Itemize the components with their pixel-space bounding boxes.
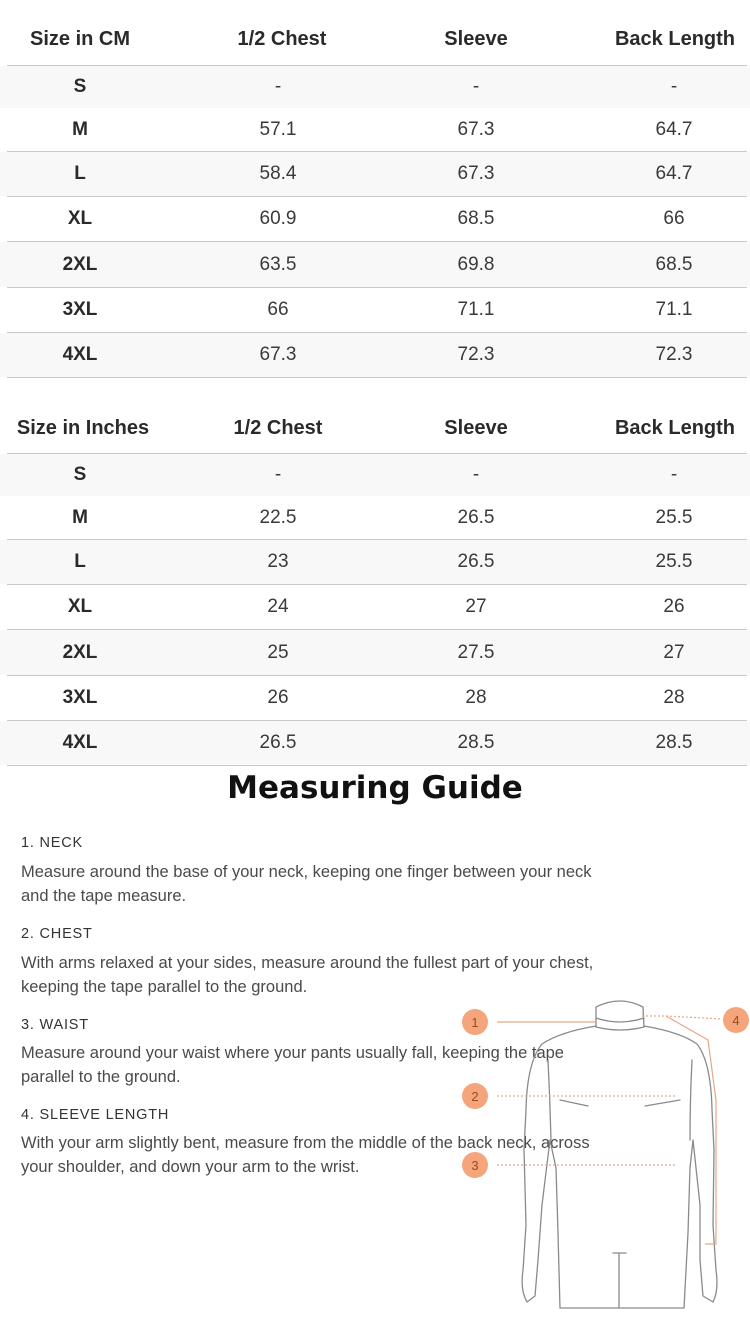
- table-cell: 72.3: [655, 344, 693, 365]
- table-cell: 23: [267, 551, 289, 572]
- table-cell: 28.5: [457, 732, 495, 753]
- marker-1-icon: [462, 1009, 488, 1035]
- guide-heading-sleeve: 4. SLEEVE LENGTH: [21, 1107, 170, 1123]
- table-cell: -: [472, 76, 480, 97]
- size-label: 3XL: [62, 299, 98, 320]
- marker-2-icon: [462, 1083, 488, 1109]
- marker-label: 2: [471, 1089, 479, 1104]
- header-half-chest: 1/2 Chest: [233, 417, 323, 439]
- table-cell: 67.3: [457, 119, 495, 140]
- table-cell: 66: [663, 208, 685, 229]
- size-label: L: [74, 551, 86, 572]
- marker-label: 1: [471, 1015, 479, 1030]
- size-label: M: [72, 507, 88, 528]
- marker-3-icon: [462, 1152, 488, 1178]
- table-row: [0, 585, 750, 629]
- table-row: [0, 454, 750, 496]
- guide-text-sleeve: With your arm slightly bent, measure from the middle of the back neck, across your shoulder, and down your arm to the wrist.: [21, 1134, 590, 1176]
- guide-heading-chest: 2. CHEST: [21, 926, 93, 942]
- table-row: [0, 152, 750, 196]
- shirt-measurement-diagram: [440, 990, 750, 1333]
- table-cell: -: [670, 76, 678, 97]
- table-cell: 60.9: [259, 208, 297, 229]
- size-label: 3XL: [62, 687, 98, 708]
- table-cell: 72.3: [457, 344, 495, 365]
- table-cell: 25.5: [655, 551, 693, 572]
- size-label: XL: [67, 596, 93, 617]
- size-label: M: [72, 119, 88, 140]
- table-cell: 28: [663, 687, 685, 708]
- table-cell: 26: [267, 687, 289, 708]
- divider: [7, 377, 747, 378]
- table-cell: 71.1: [655, 299, 693, 320]
- header-sleeve: Sleeve: [444, 28, 508, 50]
- table-cell: 26.5: [457, 551, 495, 572]
- table-row: [0, 242, 750, 287]
- table-cell: 27: [465, 596, 487, 617]
- size-label: 4XL: [62, 344, 98, 365]
- table-cell: 68.5: [655, 254, 693, 275]
- table-row: [0, 630, 750, 675]
- table-header: [0, 389, 750, 454]
- size-label: 2XL: [62, 642, 98, 663]
- table-cell: 27: [663, 642, 685, 663]
- table-cell: 25.5: [655, 507, 693, 528]
- table-header: [0, 0, 750, 65]
- table-cell: 24: [267, 596, 289, 617]
- table-cell: -: [274, 464, 282, 485]
- divider: [7, 765, 747, 766]
- table-cell: 64.7: [655, 119, 693, 140]
- table-row: [0, 676, 750, 720]
- table-cell: 67.3: [259, 344, 297, 365]
- guide-heading-neck: 1. NECK: [21, 835, 84, 851]
- guide-text-neck: Measure around the base of your neck, keeping one finger between your neck and the tape measure.: [21, 863, 592, 905]
- size-table-cm: [0, 0, 750, 365]
- size-label: S: [73, 76, 87, 97]
- header-back-length: Back Length: [614, 417, 736, 439]
- table-cell: 64.7: [655, 163, 693, 184]
- table-row: [0, 66, 750, 108]
- header-size: Size in Inches: [16, 417, 150, 439]
- table-row: [0, 333, 750, 377]
- table-row: [0, 497, 750, 539]
- size-label: XL: [67, 208, 93, 229]
- table-cell: 66: [267, 299, 289, 320]
- table-cell: 26: [663, 596, 685, 617]
- table-row: [0, 109, 750, 151]
- marker-label: 3: [471, 1158, 479, 1173]
- table-row: [0, 288, 750, 332]
- marker-label: 4: [732, 1013, 740, 1028]
- table-cell: 28.5: [655, 732, 693, 753]
- table-cell: 69.8: [457, 254, 495, 275]
- table-cell: 27.5: [457, 642, 495, 663]
- table-cell: 71.1: [457, 299, 495, 320]
- table-cell: 26.5: [457, 507, 495, 528]
- size-label: 2XL: [62, 254, 98, 275]
- table-cell: 26.5: [259, 732, 297, 753]
- table-cell: 63.5: [259, 254, 297, 275]
- header-back-length: Back Length: [614, 28, 736, 50]
- table-cell: 58.4: [259, 163, 297, 184]
- table-cell: 68.5: [457, 208, 495, 229]
- header-half-chest: 1/2 Chest: [237, 28, 327, 50]
- size-label: 4XL: [62, 732, 98, 753]
- table-cell: -: [670, 464, 678, 485]
- guide-text-waist: Measure around your waist where your pants usually fall, keeping the tape parallel to the ground.: [21, 1044, 564, 1086]
- table-cell: 22.5: [259, 507, 297, 528]
- table-cell: -: [472, 464, 480, 485]
- size-table-inches: [0, 389, 750, 753]
- size-label: L: [74, 163, 86, 184]
- guide-heading-waist: 3. WAIST: [21, 1017, 89, 1033]
- table-cell: 57.1: [259, 119, 297, 140]
- shirt-outline-icon: [522, 1001, 717, 1308]
- guide-title: Measuring Guide: [227, 770, 523, 806]
- table-cell: -: [274, 76, 282, 97]
- table-cell: 25: [267, 642, 289, 663]
- header-sleeve: Sleeve: [444, 417, 508, 439]
- marker-4-icon: [723, 1007, 749, 1033]
- table-cell: 67.3: [457, 163, 495, 184]
- table-cell: 28: [465, 687, 487, 708]
- table-row: [0, 540, 750, 584]
- table-row: [0, 721, 750, 765]
- guide-text-chest: With arms relaxed at your sides, measure around the fullest part of your chest, keeping the tape parallel to the ground.: [21, 954, 594, 996]
- table-row: [0, 197, 750, 241]
- header-size: Size in CM: [29, 28, 131, 50]
- size-label: S: [73, 464, 87, 485]
